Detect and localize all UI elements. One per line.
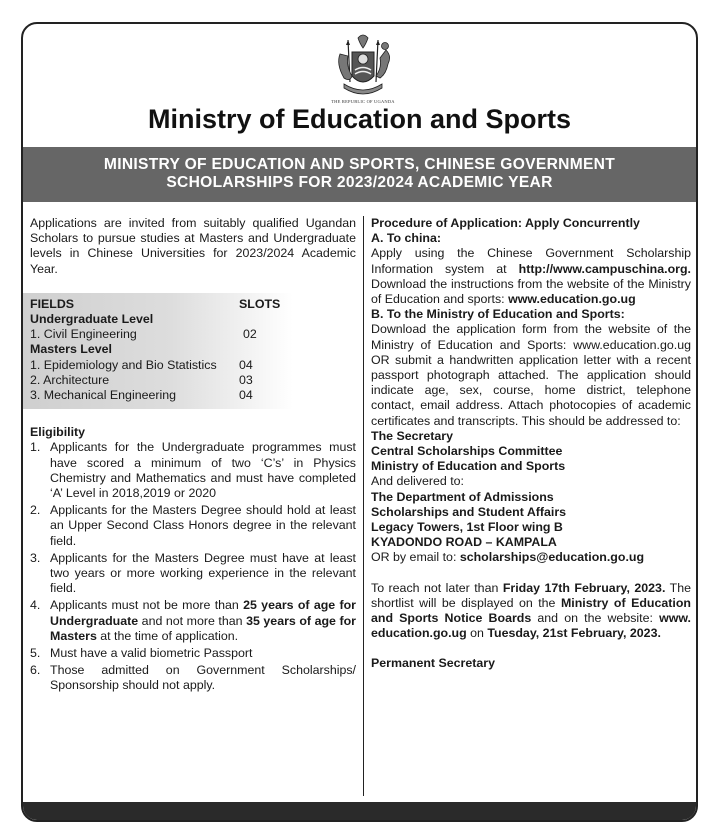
- text-fragment: To reach not later than: [371, 580, 503, 595]
- text-fragment: Applicants must not be more than: [50, 598, 244, 613]
- address-line: Central Scholarships Committee: [371, 444, 563, 459]
- age-limit-undergrad: 25 years of age for Undergraduate: [50, 598, 356, 628]
- eligibility-title: Eligibility: [30, 425, 86, 440]
- ministry-title: Ministry of Education and Sports: [147, 104, 572, 134]
- field-name: 2. Architecture: [30, 372, 110, 387]
- uganda-coat-of-arms-icon: [330, 32, 396, 102]
- list-text: [50, 598, 356, 644]
- text-fragment: The shortlist will be displayed on the: [371, 580, 691, 610]
- list-item: [30, 503, 356, 549]
- text-fragment: on: [466, 626, 488, 641]
- section-a-title: A. To china:: [371, 231, 441, 246]
- list-item: [30, 646, 356, 661]
- fields-header: FIELDS: [30, 296, 75, 311]
- section-b-title: B. To the Ministry of Education and Sports:: [371, 307, 625, 322]
- list-text: Those admitted on Government Scholarships/ Sponsorship should not apply.: [50, 663, 356, 693]
- address-line: KYADONDO ROAD – KAMPALA: [371, 535, 557, 550]
- list-number: 2.: [30, 503, 41, 518]
- address-line: Scholarships and Student Affairs: [371, 504, 567, 519]
- shortlist-date: Tuesday, 21st February, 2023.: [487, 626, 661, 641]
- text-fragment: and on the website:: [531, 611, 660, 626]
- list-text: Must have a valid biometric Passport: [50, 646, 253, 661]
- left-column: [30, 216, 356, 696]
- list-number: 4.: [30, 598, 41, 613]
- shortlist-website-link[interactable]: www. education.go.ug: [371, 611, 691, 641]
- list-number: 6.: [30, 663, 41, 678]
- list-number: 3.: [30, 550, 41, 565]
- field-name: 1. Civil Engineering: [30, 327, 137, 342]
- text-fragment: and not more than: [138, 613, 247, 628]
- list-number: 1.: [30, 440, 41, 455]
- age-limit-masters: 35 years of age for Masters: [50, 613, 356, 643]
- field-row: [30, 327, 293, 342]
- list-text: Applicants for the Masters Degree should hold at least an Upper Second Class Honors degree in the relevant field.: [50, 503, 356, 548]
- address-line: The Department of Admissions: [371, 489, 554, 504]
- text-fragment: OR by email to:: [371, 550, 460, 565]
- delivered-to-label: And delivered to:: [371, 474, 464, 489]
- section-a-text: [371, 246, 691, 307]
- text-fragment: Apply using the Chinese Government Scholarship Information system at: [371, 246, 691, 276]
- text-fragment: at the time of application.: [96, 628, 239, 643]
- field-name: 1. Epidemiology and Bio Statistics: [30, 357, 217, 372]
- address-line: The Secretary: [371, 428, 453, 443]
- list-number: 5.: [30, 646, 41, 661]
- education-website-link[interactable]: www.education.go.ug: [508, 292, 636, 307]
- slots-header: SLOTS: [239, 296, 281, 311]
- intro-paragraph: Applications are invited from suitably qualified Ugandan Scholars to pursue studies at Masters and Undergraduate levels in Chinese Universities for 2023/2024 Academic Year.: [30, 216, 356, 276]
- masters-level-title: Masters Level: [30, 342, 112, 357]
- undergrad-level-title: Undergraduate Level: [30, 312, 154, 327]
- email-line: [371, 550, 691, 565]
- procedure-title: Procedure of Application: Apply Concurrently: [371, 216, 640, 230]
- list-item: [30, 440, 356, 501]
- campuschina-link[interactable]: http://www.campuschina.org.: [518, 261, 691, 276]
- headline-banner: [23, 147, 696, 202]
- list-text: Applicants for the Masters Degree must have at least two years or more working experience in the relevant field.: [50, 550, 356, 596]
- right-column: [371, 216, 691, 672]
- headline-line-2: SCHOLARSHIPS FOR 2023/2024 ACADEMIC YEAR: [166, 174, 553, 191]
- address-line: Legacy Towers, 1st Floor wing B: [371, 520, 563, 535]
- list-item: [30, 598, 356, 644]
- column-divider: [363, 216, 364, 796]
- text-fragment: Download the instructions from the website of the Ministry of Education and sports:: [371, 276, 691, 307]
- notice-boards: Ministry of Education and Sports Notice Boards: [371, 595, 691, 626]
- list-text: Applicants for the Undergraduate programmes must have scored a minimum of two ‘C’s’ in Physics Chemistry and Mathematics and must have completed ‘A’ Level in 2018,2019 or 2020: [50, 440, 356, 501]
- deadline-date: Friday 17th February, 2023.: [502, 580, 666, 595]
- section-b-text: Download the application form from the website of the Ministry of Education and Sports: www.education.go.ug OR submit a handwritten application letter with a recent passport photograph attached. The application should indicate age, sex, course, home district, telephone contact, email address. Attach photocopies of academic certificates and transcripts. This should be addressed to:: [371, 322, 691, 428]
- field-row: [30, 358, 293, 373]
- fields-header-row: [30, 297, 293, 312]
- scholarships-email-link[interactable]: scholarships@education.go.ug: [459, 550, 645, 565]
- headline-line-1: MINISTRY OF EDUCATION AND SPORTS, CHINESE GOVERNMENT: [103, 156, 616, 173]
- deadline-paragraph: [371, 581, 691, 642]
- list-item: [30, 663, 356, 693]
- field-slots: 04: [239, 388, 253, 403]
- field-row: [30, 373, 293, 388]
- crest-caption: THE REPUBLIC OF UGANDA: [331, 99, 395, 104]
- advert-frame: [21, 22, 698, 822]
- list-item: [30, 551, 356, 597]
- footer-bar: [23, 802, 696, 822]
- field-name: 3. Mechanical Engineering: [30, 388, 177, 403]
- field-slots: 02: [243, 327, 257, 342]
- field-row: [30, 388, 293, 403]
- signature: Permanent Secretary: [371, 656, 495, 671]
- fields-table: [23, 293, 293, 409]
- field-slots: 04: [239, 357, 253, 372]
- field-slots: 03: [239, 372, 253, 387]
- address-line: Ministry of Education and Sports: [371, 459, 566, 474]
- eligibility-list: [30, 440, 356, 693]
